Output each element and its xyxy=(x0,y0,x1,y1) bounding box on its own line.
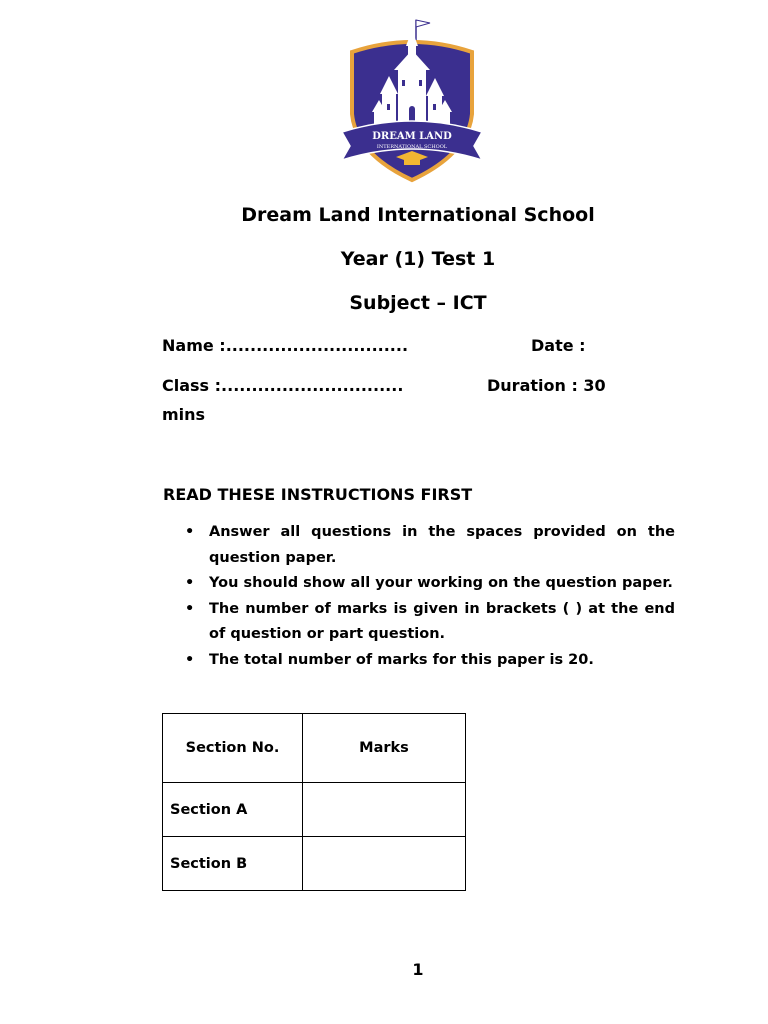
header-section-no: Section No. xyxy=(163,714,303,783)
name-line[interactable] xyxy=(162,336,408,355)
school-name: Dream Land International School xyxy=(241,204,595,226)
bullet-icon: • xyxy=(185,575,195,591)
table-row xyxy=(163,783,466,837)
duration-label: Duration : 30 xyxy=(487,376,606,395)
instructions-list xyxy=(185,520,675,673)
marks-cell[interactable] xyxy=(303,837,466,891)
table-header-row xyxy=(163,714,466,783)
school-logo xyxy=(338,14,486,184)
class-label: Class : xyxy=(162,376,222,395)
duration-unit: mins xyxy=(162,405,206,424)
logo-banner-line2: INTERNATIONAL SCHOOL xyxy=(376,144,448,150)
bullet-icon: • xyxy=(185,524,195,540)
section-cell: Section A xyxy=(163,783,303,837)
marks-cell[interactable] xyxy=(303,783,466,837)
name-dots: .............................. xyxy=(225,336,409,355)
logo-banner-line1: DREAM LAND xyxy=(372,131,452,142)
instruction-item: • You should show all your working on the question paper. xyxy=(185,571,675,597)
bullet-icon: • xyxy=(185,600,195,617)
instruction-item: • Answer all questions in the spaces provided on the question paper. xyxy=(185,520,675,571)
page-number: 1 xyxy=(412,960,424,979)
header-marks: Marks xyxy=(303,714,466,783)
table-row xyxy=(163,837,466,891)
instruction-item: • The number of marks is given in brackets ( ) at the end of question or part question. xyxy=(185,597,675,648)
instructions-title: READ THESE INSTRUCTIONS FIRST xyxy=(163,485,473,504)
test-title: Year (1) Test 1 xyxy=(340,248,496,270)
subject-title: Subject – ICT xyxy=(349,292,487,314)
name-label: Name : xyxy=(162,336,226,355)
instruction-item: • The total number of marks for this paper is 20. xyxy=(185,648,675,674)
marks-table xyxy=(162,713,466,891)
date-label: Date : xyxy=(531,336,586,355)
class-line[interactable] xyxy=(162,376,403,395)
section-cell: Section B xyxy=(163,837,303,891)
bullet-icon: • xyxy=(185,651,195,668)
class-dots: .............................. xyxy=(221,376,404,395)
